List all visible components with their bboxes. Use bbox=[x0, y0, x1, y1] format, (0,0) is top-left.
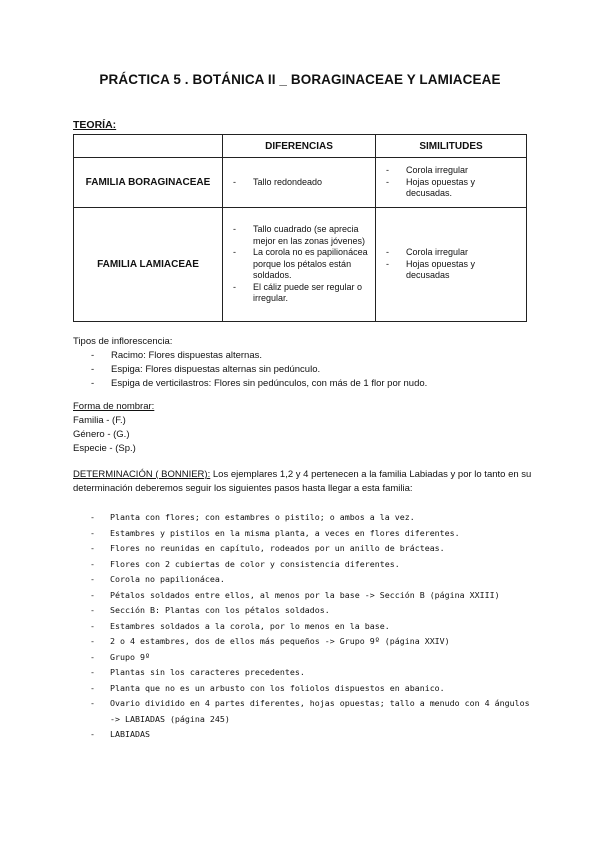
table-header-diferencias: DIFERENCIAS bbox=[223, 135, 376, 158]
list-item: - Pétalos soldados entre ellos, al menos por la base -> Sección B (página XXIII) bbox=[90, 588, 530, 604]
diferencias-lamiaceae bbox=[223, 208, 376, 322]
table-header-empty bbox=[74, 135, 223, 158]
nombrar-line: Género - (G.) bbox=[73, 429, 130, 440]
nombrar-section bbox=[73, 400, 154, 456]
teoria-heading: TEORÍA: bbox=[73, 119, 117, 131]
inflorescencia-heading: Tipos de inflorescencia: bbox=[73, 336, 173, 347]
list-item: - Corola irregular bbox=[386, 247, 520, 259]
determinacion-steps bbox=[90, 510, 530, 743]
diferencias-boraginaceae bbox=[223, 158, 376, 208]
list-item: - 2 o 4 estambres, dos de ellos más pequeños -> Grupo 9º (página XXIV) bbox=[90, 634, 530, 650]
list-item: - Espiga de verticilastros: Flores sin pedúnculos, con más de 1 flor por nudo. bbox=[91, 377, 533, 391]
inflorescencia-section bbox=[73, 335, 533, 391]
table-header-similitudes: SIMILITUDES bbox=[376, 135, 527, 158]
list-item: - Grupo 9º bbox=[90, 650, 530, 666]
list-item: - Racimo: Flores dispuestas alternas. bbox=[91, 349, 533, 363]
list-item: - Espiga: Flores dispuestas alternas sin pedúnculo. bbox=[91, 363, 533, 377]
list-item: - Planta que no es un arbusto con los foliolos dispuestos en abanico. bbox=[90, 681, 530, 697]
familia-lamiaceae: FAMILIA LAMIACEAE bbox=[74, 208, 223, 322]
table-row-lamiaceae bbox=[74, 208, 527, 322]
nombrar-line: Especie - (Sp.) bbox=[73, 443, 136, 454]
determinacion-paragraph bbox=[73, 468, 533, 496]
list-item: - Sección B: Plantas con los pétalos soldados. bbox=[90, 603, 530, 619]
determinacion-text: Los ejemplares 1,2 y 4 pertenecen a la familia Labiadas y por lo tanto en su determinación deberemos seguir los siguientes pasos hasta llegar a esta familia: bbox=[73, 469, 532, 494]
familia-boraginaceae: FAMILIA BORAGINACEAE bbox=[74, 158, 223, 208]
list-item: - Plantas sin los caracteres precedentes. bbox=[90, 665, 530, 681]
list-item: - Hojas opuestas y decusadas. bbox=[386, 177, 520, 200]
list-item: - El cáliz puede ser regular o irregular. bbox=[233, 282, 369, 305]
list-item: - Hojas opuestas y decusadas bbox=[386, 259, 520, 282]
list-item: - Corola no papilionácea. bbox=[90, 572, 530, 588]
comparison-table bbox=[73, 134, 527, 322]
table-row-boraginaceae bbox=[74, 158, 527, 208]
list-item: - Planta con flores; con estambres o pistilo; o ambos a la vez. bbox=[90, 510, 530, 526]
list-item: - Estambres soldados a la corola, por lo menos en la base. bbox=[90, 619, 530, 635]
list-item: - Tallo redondeado bbox=[233, 177, 369, 189]
similitudes-lamiaceae bbox=[376, 208, 527, 322]
list-item: - Ovario dividido en 4 partes diferentes, hojas opuestas; tallo a menudo con 4 ángulos -> LABIADAS (página 245) bbox=[90, 696, 530, 727]
nombrar-line: Familia - (F.) bbox=[73, 415, 126, 426]
page-title: PRÁCTICA 5 . BOTÁNICA II _ BORAGINACEAE Y LAMIACEAE bbox=[99, 72, 501, 87]
list-item: - Flores no reunidas en capítulo, rodeados por un anillo de brácteas. bbox=[90, 541, 530, 557]
list-item: - Tallo cuadrado (se aprecia mejor en las zonas jóvenes) bbox=[233, 224, 369, 247]
determinacion-label: DETERMINACIÓN ( BONNIER): bbox=[73, 469, 211, 480]
list-item: - Flores con 2 cubiertas de color y consistencia diferentes. bbox=[90, 557, 530, 573]
table-header-row bbox=[74, 135, 527, 158]
list-item: - LABIADAS bbox=[90, 727, 530, 743]
similitudes-boraginaceae bbox=[376, 158, 527, 208]
list-item: - Corola irregular bbox=[386, 165, 520, 177]
list-item: - La corola no es papilionácea porque los pétalos están soldados. bbox=[233, 247, 369, 282]
list-item: - Estambres y pistilos en la misma planta, a veces en flores diferentes. bbox=[90, 526, 530, 542]
nombrar-heading: Forma de nombrar: bbox=[73, 401, 155, 412]
